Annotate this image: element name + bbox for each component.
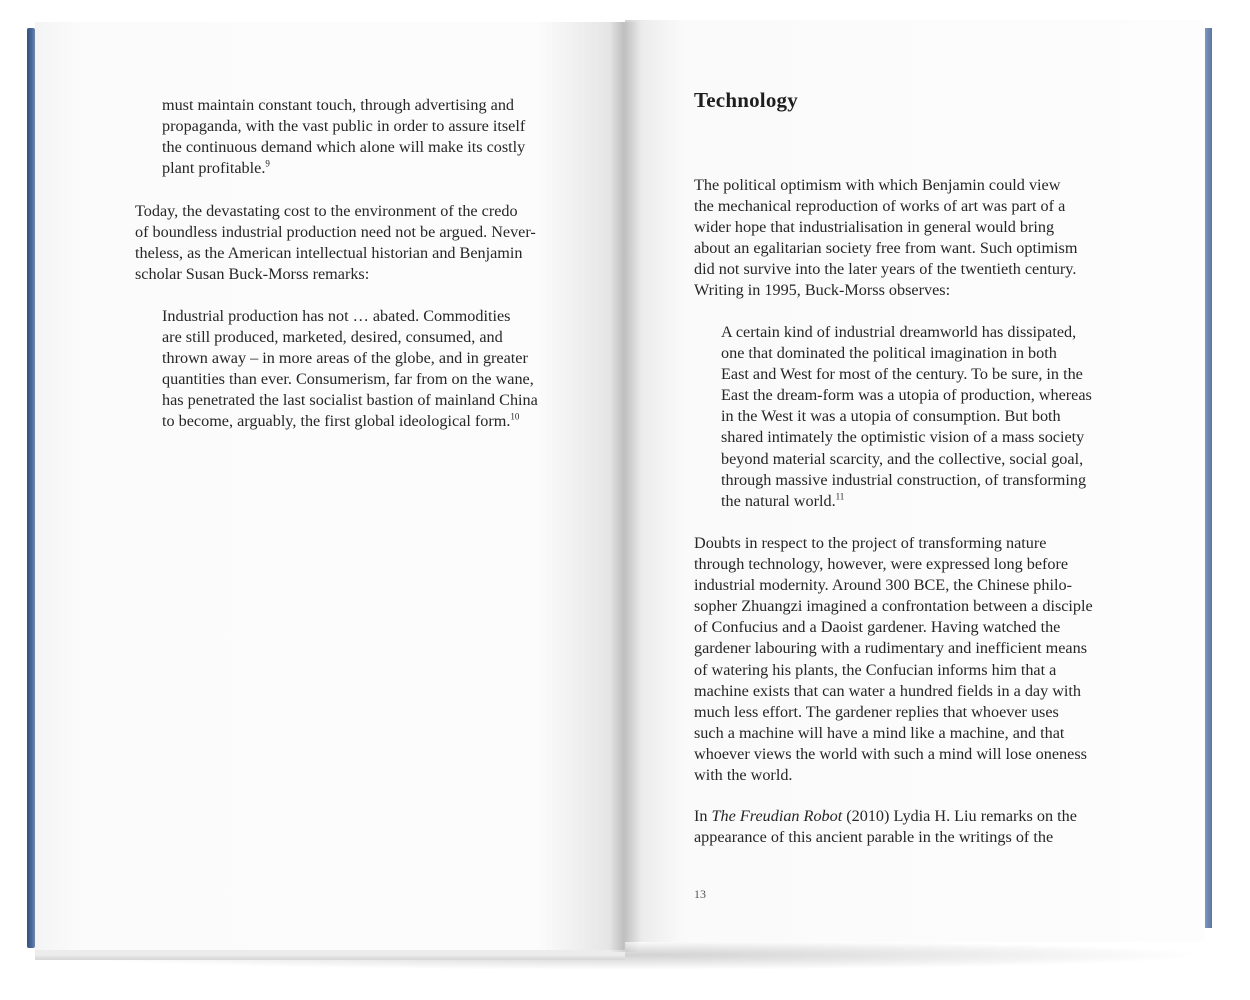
text-line: Industrial production has not … abated. Commodities (162, 307, 511, 325)
text-line: theless, as the American intellectual historian and Benjamin (135, 244, 523, 263)
text-line: such a machine will have a mind like a machine, and that (694, 723, 1065, 742)
text-line-content: to become, arguably, the first global ideological form. (162, 412, 511, 431)
text-line: the mechanical reproduction of works of art was part of a (694, 197, 1066, 216)
text-line: Doubts in respect to the project of transforming nature (694, 534, 1047, 552)
text-line: East the dream-form was a utopia of production, whereas (721, 386, 1092, 405)
text-line: propaganda, with the vast public in order to assure itself (162, 117, 526, 136)
text-line: of Confucius and a Daoist gardener. Having watched the (694, 618, 1061, 637)
text-line-content: the natural world. (721, 491, 836, 510)
text-line: much less effort. The gardener replies that whoever uses (694, 702, 1059, 721)
paragraph (694, 533, 1093, 786)
text-line: machine exists that can water a hundred fields in a day with (694, 681, 1082, 700)
footnote-ref: 10 (510, 412, 520, 423)
text-line: A certain kind of industrial dreamworld has dissipated, (721, 323, 1077, 341)
text-line: are still produced, marketed, desired, consumed, and (162, 328, 503, 347)
text-line: wider hope that industrialisation in general would bring (694, 218, 1055, 237)
block-quote (162, 306, 538, 433)
text-line: thrown away – in more areas of the globe, and in greater (162, 349, 528, 368)
text-line: gardener labouring with a rudimentary and inefficient means (694, 639, 1088, 658)
text-line: through technology, however, were expressed long before (694, 555, 1069, 574)
text-line: Writing in 1995, Buck-Morss observes: (694, 281, 951, 300)
text-line: sopher Zhuangzi imagined a confrontation between a disciple (694, 597, 1093, 616)
text-line: of boundless industrial production need not be argued. Never- (135, 223, 536, 242)
footnote-ref: 11 (835, 491, 845, 502)
text-line: must maintain constant touch, through advertising and (162, 96, 515, 114)
text-line-content: plant profitable. (162, 159, 266, 178)
text-segment: (2010) Lydia H. Liu remarks on the (842, 807, 1077, 825)
book-gutter (610, 22, 640, 952)
text-line: of watering his plants, the Confucian informs him that a (694, 660, 1057, 679)
text-line: industrial modernity. Around 300 BCE, the Chinese philo- (694, 576, 1072, 595)
text-line: shared intimately the optimistic vision of a mass society (721, 428, 1085, 447)
paragraph (694, 175, 1077, 302)
text-line: did not survive into the later years of the twentieth century. (694, 260, 1077, 279)
text-line: beyond material scarcity, and the collective, social goal, (721, 449, 1084, 468)
book-cover-edge-left (27, 28, 35, 948)
text-line: one that dominated the political imagination in both (721, 344, 1057, 363)
text-line: East and West for most of the century. To be sure, in the (721, 365, 1083, 384)
text-line: in the West it was a utopia of consumption. But both (721, 407, 1061, 426)
text-line: Today, the devastating cost to the environment of the credo (135, 202, 518, 220)
text-line: about an egalitarian society free from want. Such optimism (694, 239, 1078, 258)
text-line (694, 806, 1077, 827)
text-segment: In (694, 807, 712, 825)
footnote-ref: 9 (265, 158, 270, 169)
paragraph (135, 201, 536, 285)
text-line: The political optimism with which Benjamin could view (694, 176, 1061, 194)
text-line: with the world. (694, 766, 793, 785)
text-line: the continuous demand which alone will make its costly (162, 138, 526, 157)
paragraph (694, 806, 1077, 848)
text-line (721, 491, 1092, 512)
text-line (162, 411, 538, 432)
block-quote (721, 322, 1092, 512)
section-heading: Technology (694, 88, 798, 112)
page-number: 13 (694, 887, 706, 901)
text-line: quantities than ever. Consumerism, far from on the wane, (162, 370, 534, 389)
text-line: has penetrated the last socialist bastion of mainland China (162, 391, 538, 410)
text-line: appearance of this ancient parable in the writings of the (694, 828, 1054, 847)
text-line (162, 158, 525, 179)
text-line: scholar Susan Buck-Morss remarks: (135, 265, 370, 284)
text-line: whoever views the world with such a mind will lose oneness (694, 744, 1087, 763)
text-line: through massive industrial construction, of transforming (721, 470, 1087, 489)
book-title: The Freudian Robot (711, 807, 843, 825)
block-quote (162, 95, 525, 179)
